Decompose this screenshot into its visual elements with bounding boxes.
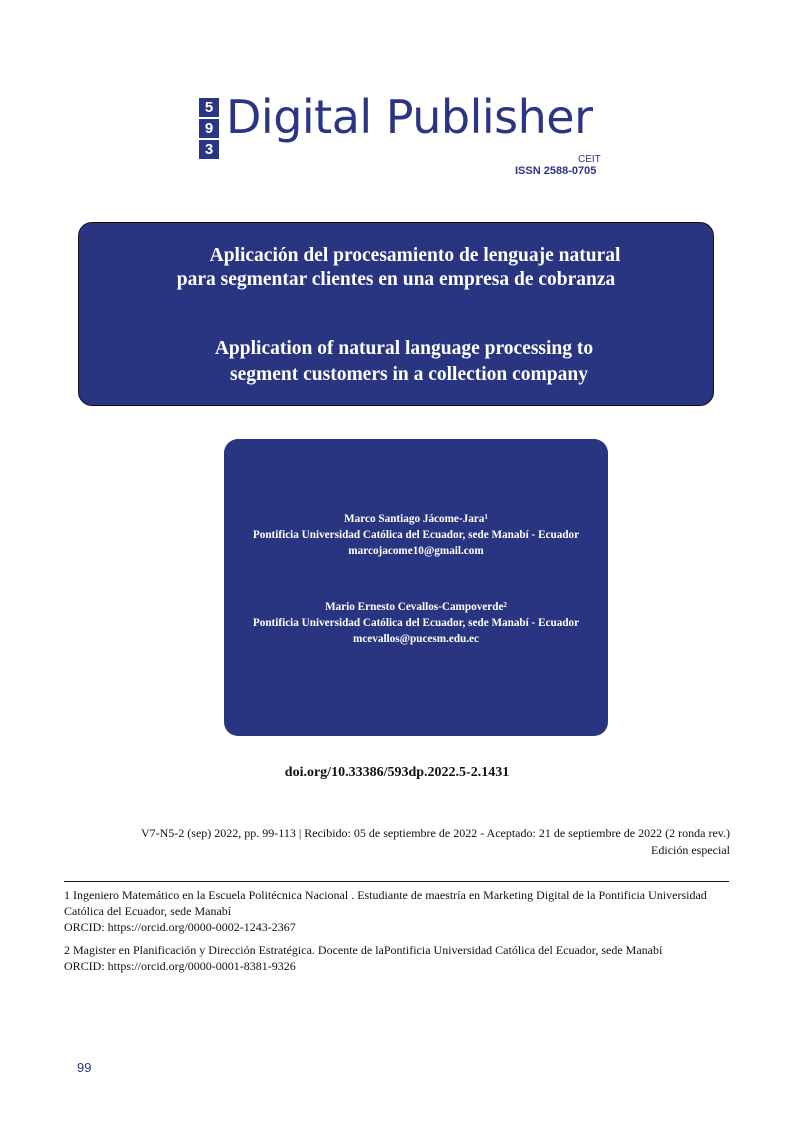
logo-ceit: CEIT — [578, 154, 601, 165]
footnote-text: 1 Ingeniero Matemático en la Escuela Politécnica Nacional . Estudiante de maestría en Marketing Digital de la Pontificia Universidad Católica del Ecuador, sede Manabí — [64, 888, 707, 918]
author-name: Marco Santiago Jácome-Jara — [344, 513, 485, 525]
logo-digit: 3 — [199, 140, 219, 159]
logo-digit: 5 — [199, 98, 219, 117]
doi-link[interactable]: doi.org/10.33386/593dp.2022.5-2.1431 — [284, 765, 510, 780]
logo-digit-stack — [199, 98, 219, 161]
volume-line: V7-N5-2 (sep) 2022, pp. 99-113 | Recibido: 05 de septiembre de 2022 - Aceptado: 21 de septiembre de 2022 (2 ronda rev.) — [140, 826, 730, 840]
author-block — [236, 599, 596, 647]
author-name: Mario Ernesto Cevallos-Campoverde — [325, 601, 504, 613]
title-box — [78, 222, 714, 406]
title-english-line-1: Application of natural language processing to — [214, 338, 594, 359]
footnote-divider — [64, 881, 729, 882]
footnote-orcid[interactable]: ORCID: https://orcid.org/0000-0002-1243-2367 — [64, 920, 296, 934]
authors-box — [224, 439, 608, 736]
author-ref: 2 — [503, 601, 507, 609]
footnote-orcid[interactable]: ORCID: https://orcid.org/0000-0001-8381-9326 — [64, 959, 296, 973]
author-ref: 1 — [484, 513, 488, 521]
journal-logo — [199, 90, 619, 182]
publication-info — [60, 825, 730, 859]
footnote-text: 2 Magister en Planificación y Dirección Estratégica. Docente de laPontificia Universidad Católica del Ecuador, sede Manabí — [64, 943, 663, 957]
edition-label: Edición especial — [651, 843, 730, 857]
journal-name: Digital Publisher — [226, 90, 593, 144]
logo-digit: 9 — [199, 119, 219, 138]
author-name-line — [236, 511, 596, 527]
title-spanish-line-1: Aplicación del procesamiento de lenguaje natural — [209, 245, 621, 266]
author-email[interactable]: mcevallos@pucesm.edu.ec — [353, 633, 479, 645]
issn-label: ISSN 2588-0705 — [515, 165, 597, 177]
author-name-line — [236, 599, 596, 615]
footnote — [64, 887, 734, 935]
author-email[interactable]: marcojacome10@gmail.com — [348, 545, 484, 557]
title-english-line-2: segment customers in a collection company — [230, 364, 588, 385]
author-affiliation: Pontificia Universidad Católica del Ecuador, sede Manabí - Ecuador — [252, 617, 580, 629]
author-block — [236, 511, 596, 559]
title-spanish-line-2: para segmentar clientes en una empresa de cobranza — [176, 269, 616, 290]
footnote — [64, 942, 734, 974]
author-affiliation: Pontificia Universidad Católica del Ecuador, sede Manabí - Ecuador — [252, 529, 580, 541]
page-number: 99 — [77, 1060, 92, 1075]
